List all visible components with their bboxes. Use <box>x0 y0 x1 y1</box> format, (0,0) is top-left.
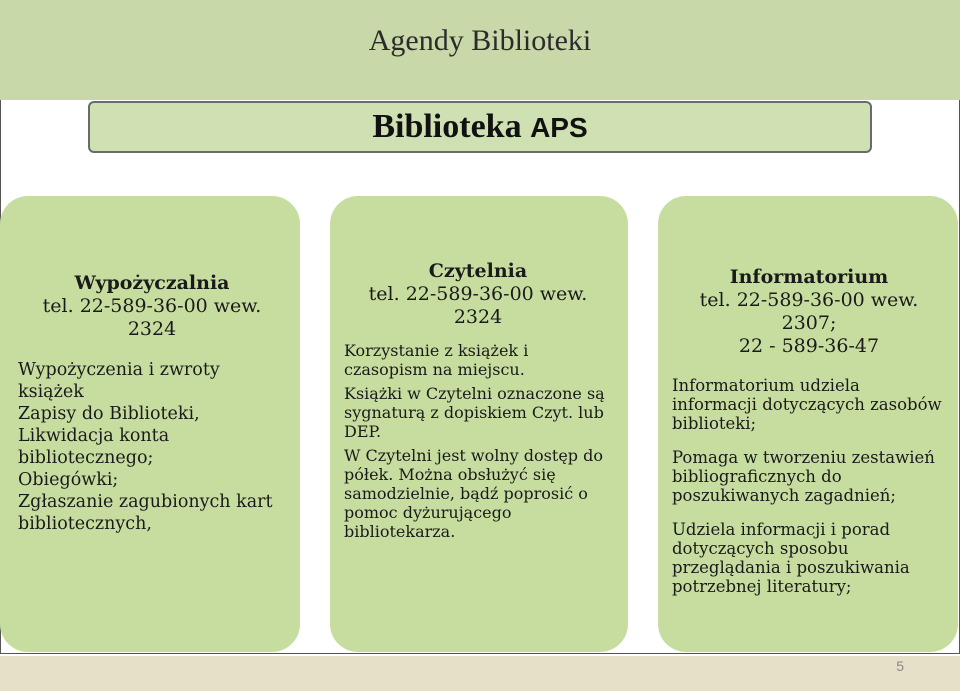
card-text: Zgłaszanie zagubionych kart bibliotecznych, <box>18 492 273 534</box>
card-text: Pomaga w tworzeniu zestawień bibliograficznych do poszukiwanych zagadnień; <box>672 448 935 505</box>
banner-title-suffix: APS <box>530 112 588 143</box>
card-text: Wypożyczenia i zwroty książek <box>18 360 220 402</box>
card-czytelnia <box>330 196 628 652</box>
card-text: W Czytelni jest wolny dostęp do półek. Można obsłużyć się samodzielnie, bądź poprosić o pomoc dyżurującego bibliotekarza. <box>344 446 603 541</box>
card-text: Obiegówki; <box>18 470 119 490</box>
card-wypozyczalnia <box>0 196 300 652</box>
card-text: Likwidacja konta bibliotecznego; <box>18 426 170 468</box>
page-number: 5 <box>896 658 904 674</box>
card-text: Zapisy do Biblioteki, <box>18 404 200 424</box>
banner <box>88 101 872 153</box>
card-text: Udziela informacji i porad dotyczących sposobu przeglądania i poszukiwania potrzebnej literatury; <box>672 520 910 596</box>
card-text: Korzystanie z książek i czasopism na miejscu. <box>344 341 529 379</box>
footer-band <box>0 656 960 691</box>
card-title: Czytelnia <box>428 260 528 282</box>
card-phone: tel. 22-589-36-00 wew. 2324 <box>368 283 588 328</box>
banner-title-main: Biblioteka <box>372 108 522 145</box>
card-phone-secondary: 22 - 589-36-47 <box>738 335 880 357</box>
card-phone: tel. 22-589-36-00 wew. 2307; <box>699 289 919 334</box>
banner-title <box>372 108 587 146</box>
card-phone: tel. 22-589-36-00 wew. 2324 <box>42 295 262 340</box>
page-title: Agendy Biblioteki <box>368 24 592 57</box>
card-title: Wypożyczalnia <box>74 272 230 294</box>
card-body <box>18 359 286 535</box>
card-body <box>344 341 612 541</box>
card-body <box>672 376 946 596</box>
card-text: Książki w Czytelni oznaczone są sygnaturą z dopiskiem Czyt. lub DEP. <box>344 384 605 441</box>
card-title: Informatorium <box>729 266 889 288</box>
card-text: Informatorium udziela informacji dotyczących zasobów biblioteki; <box>672 376 942 433</box>
card-informatorium <box>658 196 958 652</box>
